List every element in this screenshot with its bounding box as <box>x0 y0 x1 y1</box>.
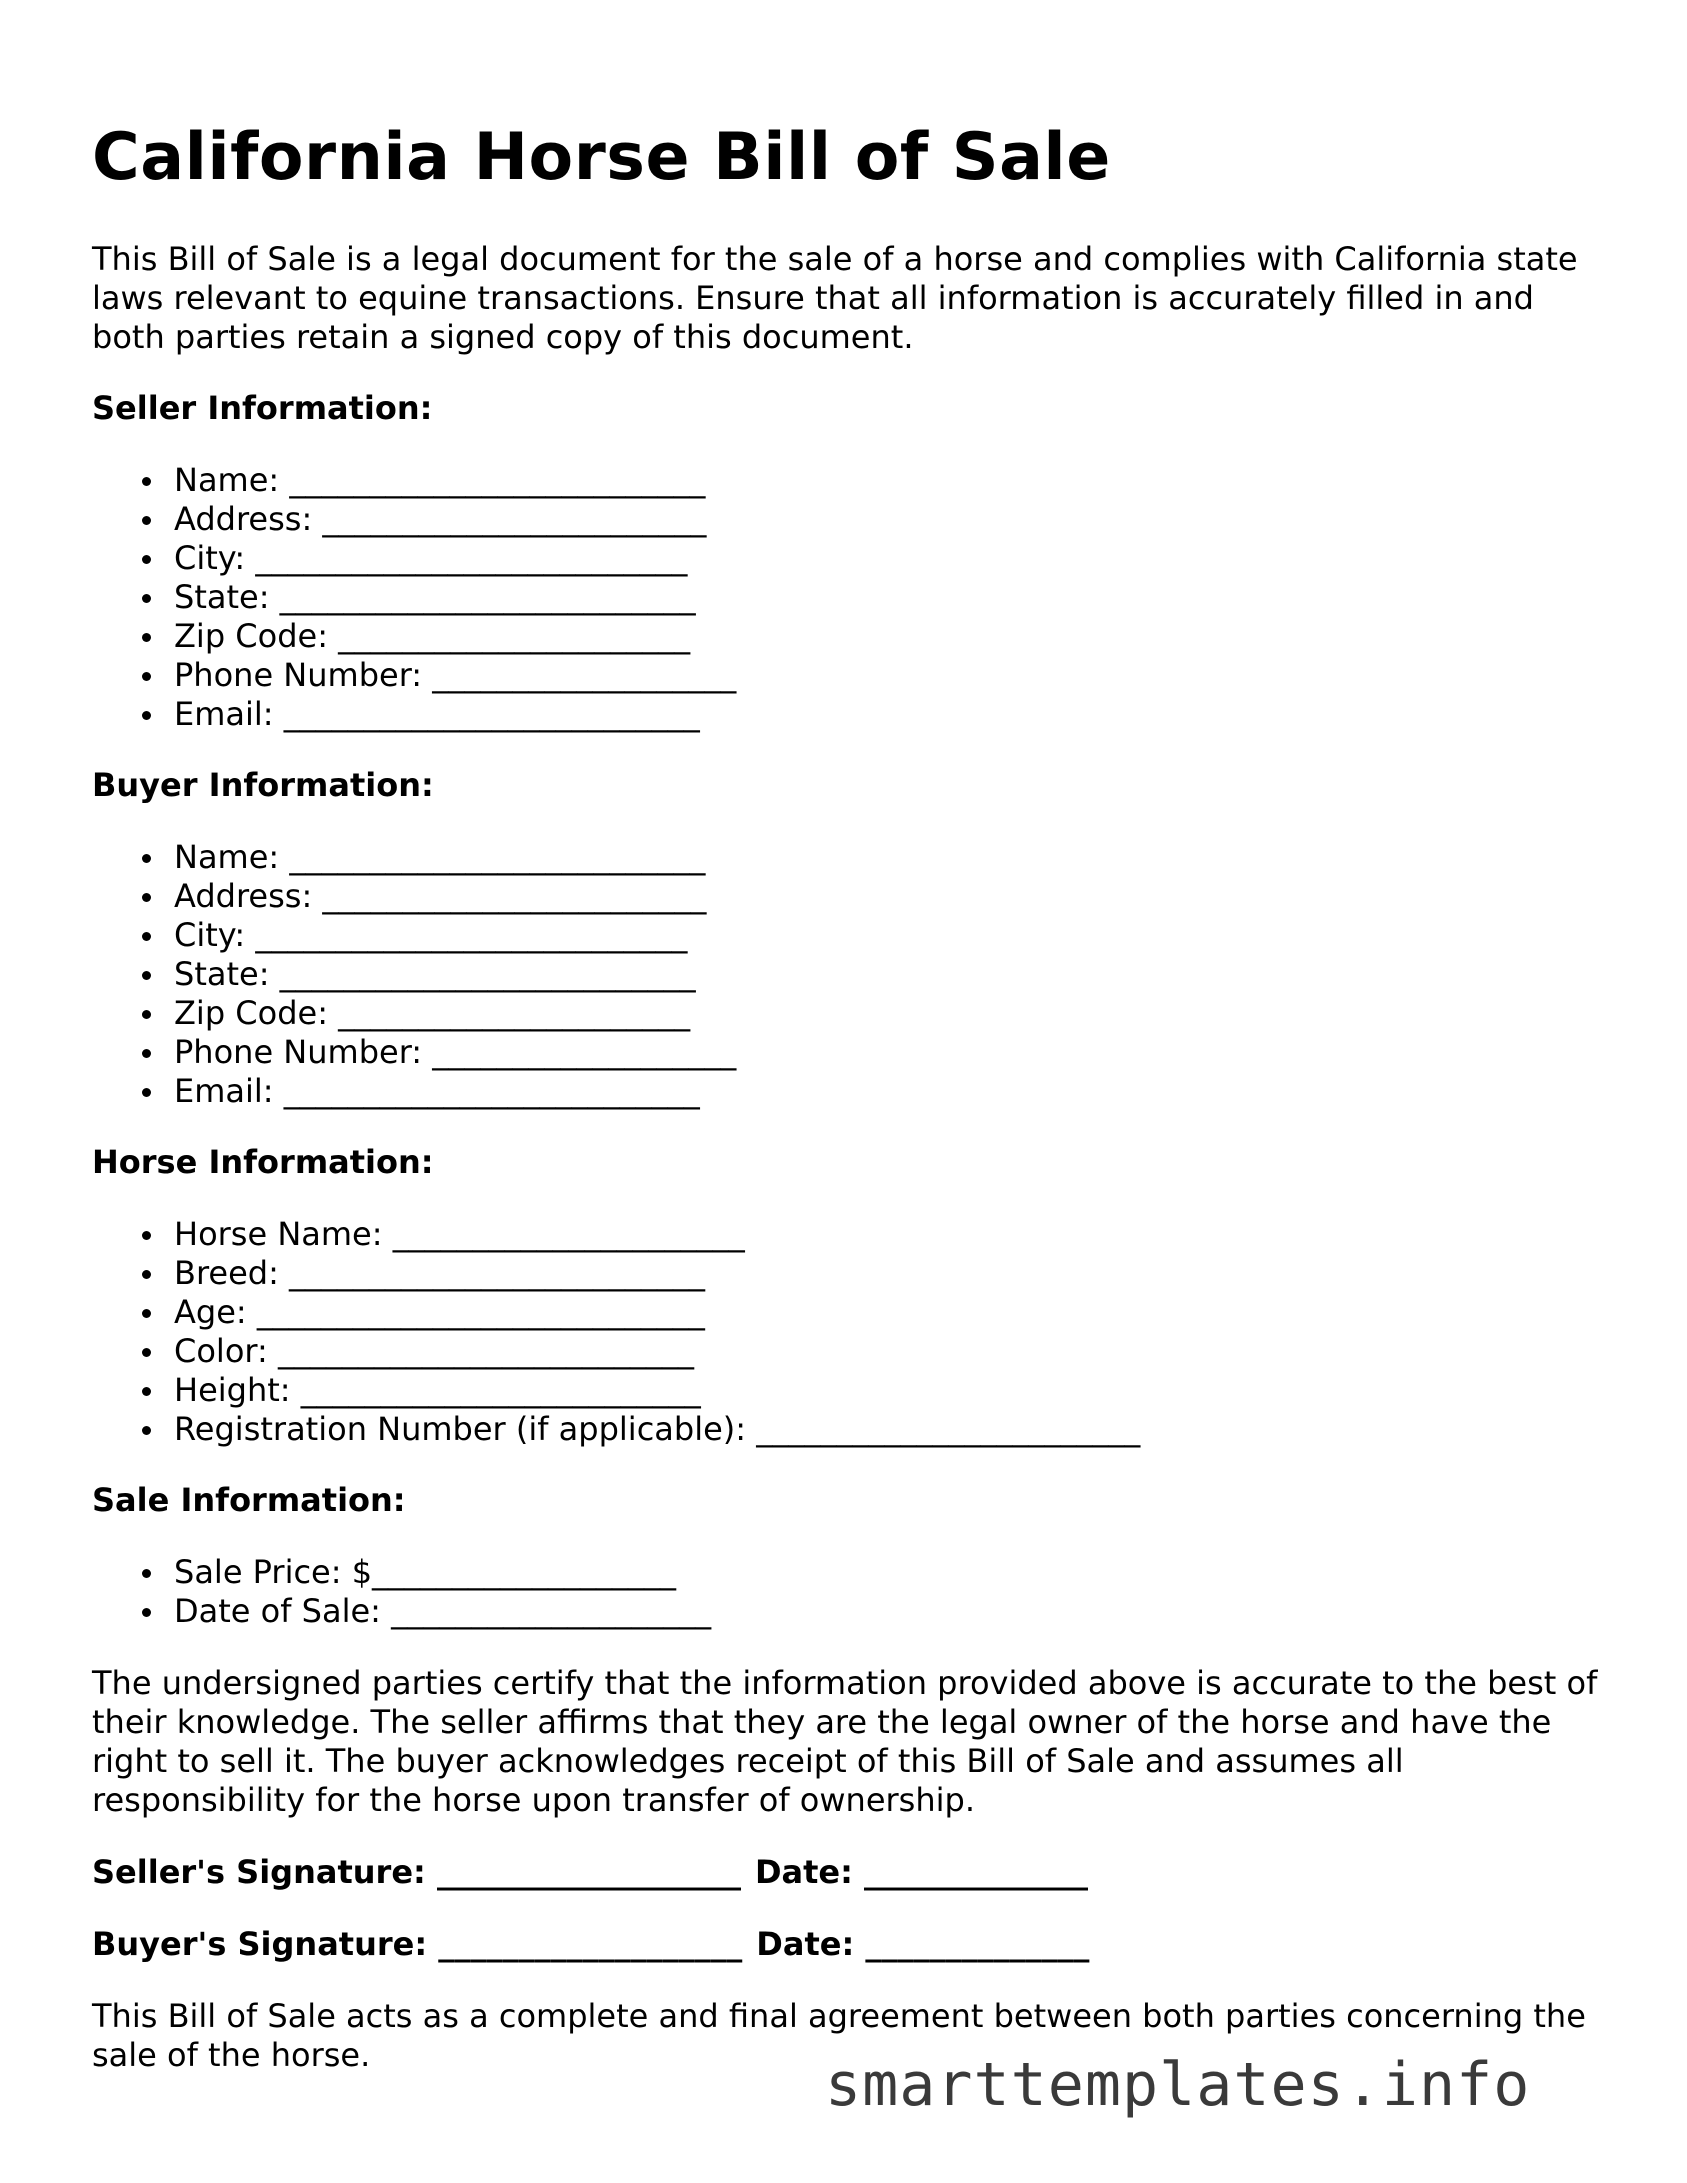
sale-field-list <box>92 1553 1612 1631</box>
seller-zip-field: Zip Code: ______________________ <box>174 617 1612 656</box>
horse-field-list <box>92 1215 1612 1449</box>
horse-name-field: Horse Name: ______________________ <box>174 1215 1612 1254</box>
buyer-phone-field: Phone Number: ___________________ <box>174 1033 1612 1072</box>
seller-signature-label: Seller's Signature: ___________________ <box>92 1853 741 1891</box>
seller-name-field: Name: __________________________ <box>174 461 1612 500</box>
seller-signature-date: Date: ______________ <box>754 1853 1089 1891</box>
horse-section-heading: Horse Information: <box>92 1143 434 1181</box>
sale-price-field: Sale Price: $___________________ <box>174 1553 1612 1592</box>
certification-paragraph: The undersigned parties certify that the information provided above is accurate to the best of their knowledge. The seller affirms that they are the legal owner of the horse and have the right to sell it. The buyer acknowledges receipt of this Bill of Sale and assumes all responsibility for the horse upon transfer of ownership. <box>92 1664 1598 1819</box>
buyer-email-field: Email: __________________________ <box>174 1072 1612 1111</box>
sale-section-heading: Sale Information: <box>92 1481 406 1519</box>
horse-color-field: Color: __________________________ <box>174 1332 1612 1371</box>
buyer-name-field: Name: __________________________ <box>174 838 1612 877</box>
document-page <box>92 118 1612 2075</box>
final-statement: This Bill of Sale acts as a complete and final agreement between both parties concerning the sale of the horse. <box>92 1997 1586 2074</box>
buyer-address-field: Address: ________________________ <box>174 877 1612 916</box>
horse-breed-field: Breed: __________________________ <box>174 1254 1612 1293</box>
seller-address-field: Address: ________________________ <box>174 500 1612 539</box>
horse-registration-field: Registration Number (if applicable): ________________________ <box>174 1410 1612 1449</box>
buyer-field-list <box>92 838 1612 1111</box>
seller-signature-line <box>92 1853 1612 1892</box>
seller-section-heading: Seller Information: <box>92 389 433 427</box>
sale-date-field: Date of Sale: ____________________ <box>174 1592 1612 1631</box>
buyer-signature-date: Date: ______________ <box>756 1925 1090 1963</box>
buyer-state-field: State: __________________________ <box>174 955 1612 994</box>
seller-city-field: City: ___________________________ <box>174 539 1612 578</box>
buyer-signature-label: Buyer's Signature: ___________________ <box>92 1925 743 1963</box>
horse-height-field: Height: _________________________ <box>174 1371 1612 1410</box>
watermark-text: smarttemplates.info <box>825 2050 1531 2120</box>
buyer-zip-field: Zip Code: ______________________ <box>174 994 1612 1033</box>
horse-age-field: Age: ____________________________ <box>174 1293 1612 1332</box>
intro-paragraph: This Bill of Sale is a legal document for the sale of a horse and complies with California state laws relevant to equine transactions. Ensure that all information is accurately filled in and both parties retain a signed copy of this document. <box>92 240 1578 356</box>
buyer-section-heading: Buyer Information: <box>92 766 434 804</box>
seller-phone-field: Phone Number: ___________________ <box>174 656 1612 695</box>
seller-state-field: State: __________________________ <box>174 578 1612 617</box>
seller-field-list <box>92 461 1612 734</box>
document-title: California Horse Bill of Sale <box>92 120 1111 195</box>
buyer-signature-line <box>92 1925 1612 1964</box>
buyer-city-field: City: ___________________________ <box>174 916 1612 955</box>
seller-email-field: Email: __________________________ <box>174 695 1612 734</box>
